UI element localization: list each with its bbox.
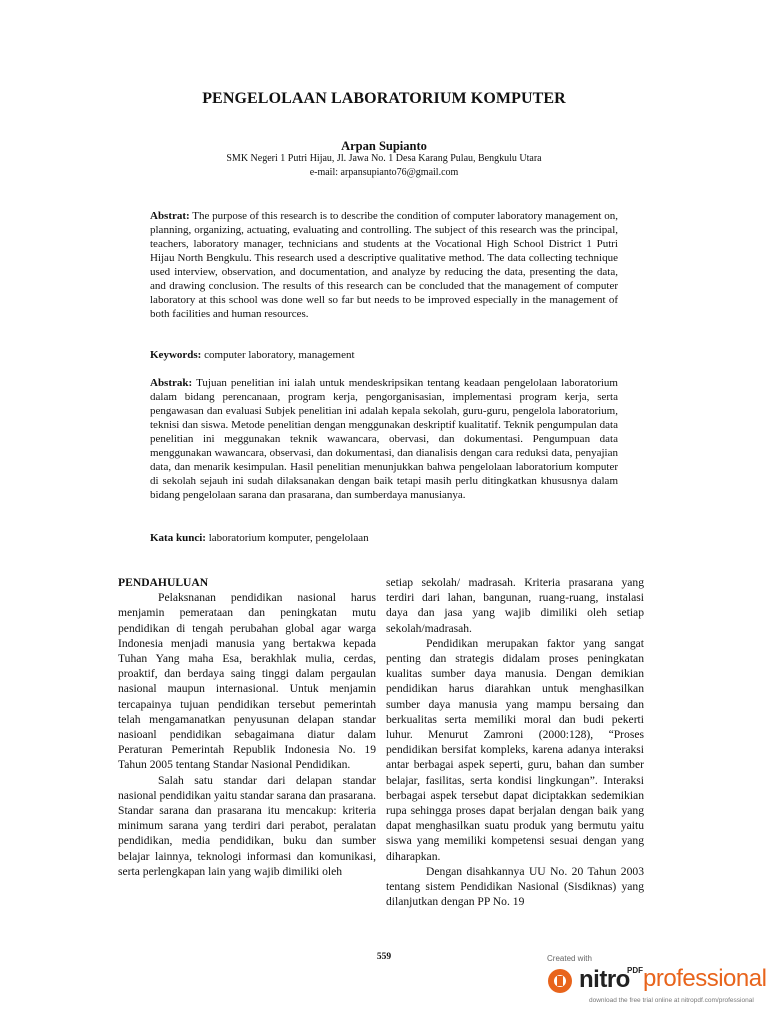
watermark-professional: professional bbox=[643, 965, 767, 992]
watermark-brand: nitro bbox=[579, 966, 630, 993]
watermark-download-text: download the free trial online at nitropdf.com/professional bbox=[589, 997, 754, 1004]
abstract-english bbox=[150, 209, 618, 321]
paper-title: PENGELOLAAN LABORATORIUM KOMPUTER bbox=[202, 90, 566, 107]
keywords-indonesian-label: Kata kunci: bbox=[150, 532, 206, 544]
keywords-english bbox=[150, 348, 618, 362]
author-email: e-mail: arpansupianto76@gmail.com bbox=[309, 167, 459, 178]
keywords-english-label: Keywords: bbox=[150, 349, 202, 361]
nitro-logo-icon bbox=[547, 968, 573, 994]
keywords-indonesian-text: laboratorium komputer, pengelolaan bbox=[205, 532, 369, 544]
body-paragraph: Pendidikan merupakan faktor yang sangat penting dan strategis didalam proses peningkatan kualitas sumber daya manusia. Dengan demikian pendidikan harus diarahkan untuk menghasilkan sumber daya manusia yang mampu bersaing dan berkualitas serta memiliki moral dan budi pekerti luhur. Menurut Zamroni (2000:128), “Proses pendidikan bersifat kompleks, karena adanya interaksi antar berbagai aspek seperti, guru, bahan dan sumber belajar, fasilitas, serta kondisi lingkungan”. Interaksi berbagai aspek tersebut dapat diciptakkan sedemikian rupa sehingga proses dapat berjalan dengan baik yang dapat menghasilkan suatu produk yang bermutu yaitu siswa yang memiliki kompetensi sesuai dengan yang diharapkan. bbox=[386, 636, 644, 863]
abstract-indonesian-label: Abstrak: bbox=[150, 377, 193, 389]
author-affiliation: SMK Negeri 1 Putri Hijau, Jl. Jawa No. 1 Desa Karang Pulau, Bengkulu Utara bbox=[226, 153, 542, 164]
body-column-left bbox=[118, 575, 376, 921]
page-number: 559 bbox=[376, 952, 392, 962]
body-column-right bbox=[386, 575, 644, 921]
abstract-english-text: The purpose of this research is to describe the condition of computer laboratory management on, planning, organizing, actuating, evaluating and controlling. The subject of this research was the principal, teachers, laboratory manager, technicians and students at the Vocational High School District 1 Putri Hijau North Bengkulu. This research used a descriptive qualitative method. The data collecting technique used interview, observation, and documentation, and analyze by reducing the data, presenting the data, and drawing conclusion. The results of this research can be concluded that the management of computer laboratory at this school was done well so far but needs to be improved especially in the management of both facilities and human resources. bbox=[150, 210, 618, 320]
watermark-created-text: Created with bbox=[547, 954, 592, 963]
abstract-indonesian bbox=[150, 376, 618, 502]
keywords-indonesian bbox=[150, 531, 618, 545]
abstract-english-label: Abstrat: bbox=[150, 210, 190, 222]
author-name: Arpan Supianto bbox=[341, 139, 427, 153]
abstract-indonesian-text: Tujuan penelitian ini ialah untuk mendeskripsikan tentang keadaan pengelolaan laboratorium dalam bidang perencanaan, program kerja, pengorganisasian, implementasi program kerja, serta pengawasan dan evaluasi Subjek penelitian ini adalah kepala sekolah, guru-guru, pengelola laboratorium, teknisi dan siswa. Metode penelitian dengan menggunakan deskriptif kualitatif. Teknik pengumpulan data penelitian ini meggunakan teknik wawancara, obervasi, dan dokumentasi. Pengumpuan data menggunakan wawancara, observasi, dan dokumentasi, dan dianalisis dengan cara reduksi data, penyajian data, dan menarik kesimpulan. Hasil penelitian menunjukkan bahwa pengelolaan laboratorium komputer di sekolah sejauh ini sudah dilaksanakan dengan baik tetapi masih perlu ditingkatkan khususnya dalam bidang pengelolaan sarana dan prasarana, dan sumberdaya manusianya. bbox=[150, 377, 618, 501]
watermark-pdf-label: PDF bbox=[627, 966, 643, 975]
keywords-english-text: computer laboratory, management bbox=[201, 349, 355, 361]
body-paragraph: Pelaksnanan pendidikan nasional harus menjamin pemerataan dan peningkatan mutu pendidikan di tengah perubahan global agar warga Indonesia menjadi manusia yang bertakwa kepada Tuhan Yang maha Esa, berakhlak mulia, cerdas, proaktif, dan berdaya saing tinggi dalam pergaulan nasional maupun internasional. Untuk menjamin tercapainya tujuan pendidikan tersebut pemerintah telah mengamanatkan penyusunan delapan standar nasioanl pendidikan sebagaimana diatur dalam Peraturan Pemerintah Republik Indonesia No. 19 Tahun 2005 tentang Standar Nasional Pendidikan. bbox=[118, 591, 376, 772]
body-paragraph: Salah satu standar dari delapan standar nasional pendidikan yaitu standar sarana dan prasarana. Standar sarana dan prasarana itu mencakup: kriteria minimum sarana yang terdiri dari perabot, peralatan pendidikan, media pendidikan, buku dan sumber belajar lainnya, teknologi informasi dan komunikasi, serta perlengkapan lain yang wajib dimiliki oleh bbox=[118, 773, 376, 878]
nitro-watermark bbox=[543, 954, 768, 1014]
section-heading: PENDAHULUAN bbox=[118, 576, 209, 589]
body-paragraph: Dengan disahkannya UU No. 20 Tahun 2003 tentang sistem Pendidikan Nasional (Sisdiknas) yang dilanjutkan dengan PP No. 19 bbox=[386, 864, 644, 909]
body-paragraph: setiap sekolah/ madrasah. Kriteria prasarana yang terdiri dari lahan, bangunan, ruang-ruang, instalasi daya dan jasa yang wajib dimiliki oleh setiap sekolah/madrasah. bbox=[386, 576, 644, 635]
